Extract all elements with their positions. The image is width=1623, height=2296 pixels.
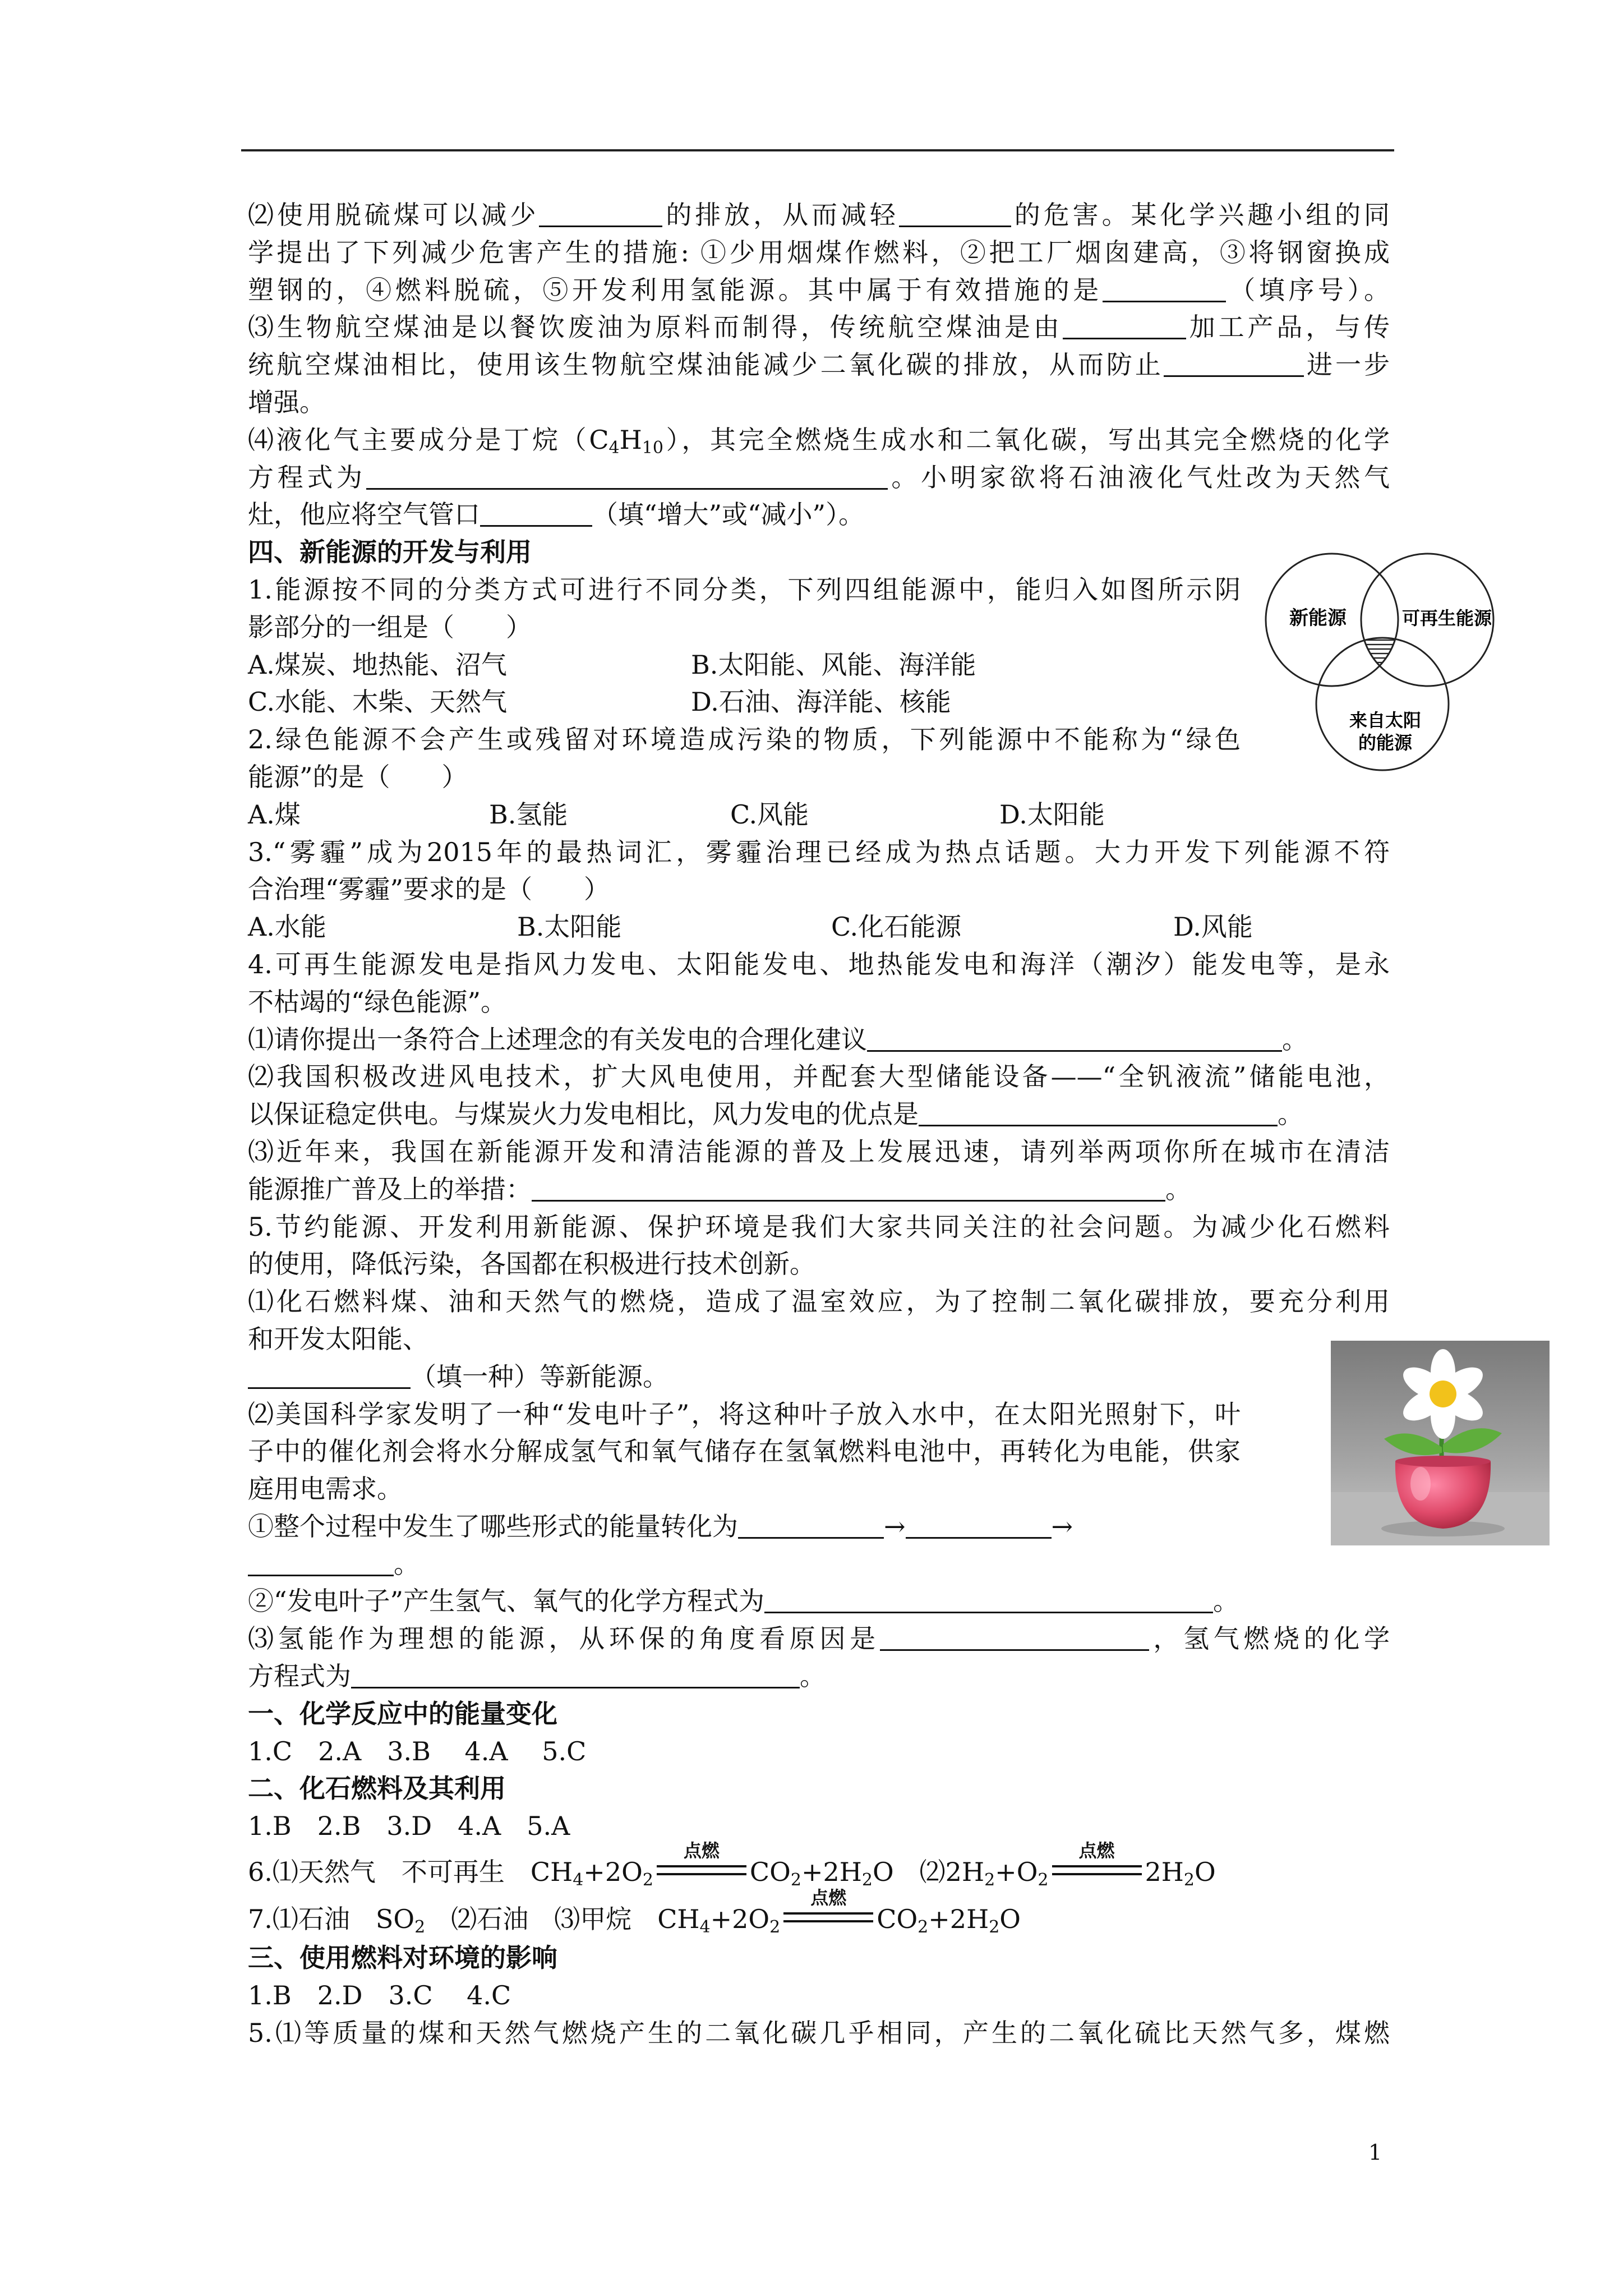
text-run: 增强。: [248, 386, 325, 417]
text-line: [248, 1058, 1390, 1096]
answer-blank: [366, 466, 888, 490]
subscript: 4: [608, 438, 620, 458]
subscript: 2: [1183, 1870, 1195, 1890]
text-run: 统航空煤油相比，使用该生物航空煤油能减少二氧化碳的排放，从而防止: [248, 349, 1164, 380]
answer-blank: [880, 1627, 1149, 1651]
text-run: 。: [1165, 1174, 1191, 1204]
text-run: D.风能: [1173, 912, 1253, 942]
answer-blank: [1063, 315, 1186, 339]
subscript: 2: [790, 1870, 801, 1890]
venn-label-left: 新能源: [1289, 607, 1347, 629]
venn-label-right: 可再生能源: [1401, 608, 1492, 629]
text-run: ⑷液化气主要成分是丁烷（C: [248, 424, 609, 455]
text-run: 。: [1278, 1099, 1303, 1130]
text-line: [248, 1396, 1241, 1433]
reaction-condition: 点燃: [810, 1887, 847, 1909]
subscript: 2: [984, 1870, 995, 1890]
text-line: [248, 683, 1390, 721]
text-run: 。: [1282, 1024, 1308, 1055]
text-line: [248, 871, 1390, 908]
text-run: 6.⑴天然气 不可再生 CH: [248, 1857, 573, 1888]
subscript: 2: [769, 1917, 781, 1938]
text-run: ⑵石油 ⑶甲烷 CH: [425, 1904, 700, 1935]
text-run: D.太阳能: [999, 799, 1105, 830]
text-line: [248, 908, 1390, 946]
text-run: C.风能: [730, 799, 809, 830]
text-run: ⑴请你提出一条符合上述理念的有关发电的合理化建议: [248, 1024, 867, 1055]
text-run: A.煤: [248, 799, 301, 830]
text-run: C.化石能源: [831, 912, 962, 942]
text-run: CO: [877, 1904, 918, 1935]
text-run: H: [619, 424, 642, 455]
text-run: 加工产品，与传: [1186, 312, 1390, 343]
text-line: [248, 384, 1390, 421]
text-line: [248, 1508, 1390, 1545]
text-line: [248, 983, 1390, 1021]
text-run: 四、新能源的开发与利用: [248, 537, 532, 568]
text-line: [248, 421, 1390, 459]
text-run: 灶，他应将空气管口: [248, 499, 480, 530]
text-line: [248, 309, 1390, 346]
text-line: [248, 571, 1241, 609]
text-run: ⑵我国积极改进风电技术，扩大风电使用，并配套大型储能设备——“全钒液流”储能电池，: [248, 1061, 1390, 1092]
answer-blank: [1103, 278, 1226, 302]
text-run: 1.B 2.D 3.C 4.C: [248, 1980, 511, 2010]
text-run: +O: [995, 1857, 1038, 1888]
text-line: [248, 1620, 1390, 1658]
text-run: 三、使用燃料对环境的影响: [248, 1943, 557, 1973]
subscript: 2: [1038, 1870, 1049, 1890]
subscript: 2: [861, 1870, 873, 1890]
text-run: ），其完全燃烧生成水和二氧化碳，写出其完全燃烧的化学: [663, 424, 1390, 455]
text-run: 能源”的是（ ）: [248, 761, 468, 792]
text-run: O: [1195, 1857, 1216, 1888]
text-run: ②“发电叶子”产生氢气、氧气的化学方程式为: [248, 1586, 765, 1617]
answer-blank: [738, 1515, 884, 1539]
equals-bar: [1052, 1865, 1142, 1867]
text-line: [248, 946, 1390, 983]
page-number: 1: [1368, 2140, 1382, 2165]
section-heading: [248, 533, 1390, 571]
text-line: [248, 1021, 1390, 1059]
reaction-condition-sign: [783, 1887, 873, 1928]
text-run: +2O: [710, 1904, 770, 1935]
text-run: ⑵使用脱硫煤可以减少: [248, 200, 540, 230]
equals-bar: [657, 1873, 746, 1875]
text-run: →: [884, 1511, 906, 1542]
text-line: [248, 1133, 1390, 1171]
text-line: [248, 2014, 1390, 2052]
reaction-condition-sign: [1052, 1840, 1142, 1881]
text-run: 。: [800, 1661, 826, 1692]
answer-blank: [867, 1028, 1282, 1052]
text-run: 1.B 2.B 3.D 4.A 5.A: [248, 1811, 570, 1842]
text-line: [248, 834, 1390, 871]
text-run: 2.绿色能源不会产生或残留对环境造成污染的物质，下列能源中不能称为“绿色: [248, 724, 1241, 755]
answer-blank: [1164, 353, 1304, 377]
text-run: 合治理“雾霾”要求的是（ ）: [248, 874, 610, 905]
section-heading: [248, 1770, 1390, 1807]
answer-blank: [899, 203, 1011, 227]
text-run: 5.节约能源、开发利用新能源、保护环境是我们大家共同关注的社会问题。为减少化石燃料: [248, 1211, 1390, 1242]
text-line: [248, 1433, 1241, 1470]
section-heading: [248, 1695, 1390, 1733]
answer-blank: [248, 1552, 394, 1576]
equals-bar: [1052, 1873, 1142, 1875]
text-line: [248, 1171, 1390, 1208]
venn-diagram: [1265, 553, 1545, 771]
text-line: [248, 1208, 1390, 1246]
text-line: [248, 758, 1390, 796]
reaction-condition: 点燃: [683, 1840, 720, 1862]
text-run: +2H: [801, 1857, 862, 1888]
text-run: ⑴化石燃料煤、油和天然气的燃烧，造成了温室效应，为了控制二氧化碳排放，要充分利用: [248, 1286, 1390, 1317]
answer-blank: [480, 503, 592, 527]
text-run: CO: [749, 1857, 791, 1888]
text-run: 庭用电需求。: [248, 1474, 403, 1504]
text-run: C.水能、木柴、天然气: [248, 687, 508, 717]
text-run: 二、化石燃料及其利用: [248, 1773, 506, 1804]
subscript: 2: [642, 1870, 653, 1890]
text-run: 塑钢的，④燃料脱硫，⑤开发利用氢能源。其中属于有效措施的是: [248, 274, 1103, 305]
text-run: 子中的催化剂会将水分解成氢气和氧气储存在氢氧燃料电池中，再转化为电能，供家: [248, 1436, 1241, 1467]
text-line: [248, 721, 1241, 758]
document-body: [248, 196, 1390, 2051]
text-line: [248, 1096, 1390, 1133]
text-line: [248, 1840, 1390, 1892]
text-run: 的危害。某化学兴趣小组的同: [1011, 200, 1390, 230]
text-line: [248, 1807, 1390, 1845]
text-line: [248, 1658, 1390, 1695]
text-line: [248, 1358, 1390, 1396]
text-line: [248, 1470, 1390, 1508]
text-run: 方程式为: [248, 1661, 351, 1692]
text-line: [248, 1320, 1390, 1358]
text-line: [248, 1887, 1390, 1939]
text-run: ⑶氢能作为理想的能源，从环保的角度看原因是: [248, 1623, 880, 1654]
text-line: [248, 1245, 1390, 1283]
text-line: [248, 196, 1390, 234]
text-run: 1.能源按不同的分类方式可进行不同分类，下列四组能源中，能归入如图所示阴: [248, 574, 1241, 605]
venn-label-bottom-1: 来自太阳: [1349, 710, 1422, 731]
text-run: （填一种）等新能源。: [411, 1361, 668, 1392]
text-run: B.氢能: [489, 799, 568, 830]
text-run: （填序号）。: [1225, 274, 1390, 305]
text-run: 。: [394, 1548, 419, 1579]
subscript: 2: [414, 1917, 426, 1938]
subscript: 4: [699, 1917, 711, 1938]
text-run: 和开发太阳能、: [248, 1323, 428, 1354]
text-run: 进一步: [1303, 349, 1390, 380]
text-run: 以保证稳定供电。与煤炭火力发电相比，风力发电的优点是: [248, 1099, 919, 1130]
text-run: 方程式为: [248, 462, 366, 493]
text-run: ⑶生物航空煤油是以餐饮废油为原料而制得，传统航空煤油是由: [248, 312, 1063, 343]
section-heading: [248, 1939, 1390, 1977]
text-run: →: [1051, 1511, 1073, 1542]
answer-blank: [919, 1102, 1278, 1126]
answer-blank: [351, 1664, 800, 1688]
text-line: [248, 609, 1390, 646]
text-run: ①整个过程中发生了哪些形式的能量转化为: [248, 1511, 738, 1542]
text-run: A.水能: [248, 912, 326, 942]
header-rule: [241, 149, 1394, 151]
text-run: 的排放，从而减轻: [662, 200, 899, 230]
text-run: 5.⑴等质量的煤和天然气燃烧产生的二氧化碳几乎相同，产生的二氧化硫比天然气多，煤燃: [248, 2017, 1390, 2048]
text-line: [248, 346, 1390, 384]
text-line: [248, 234, 1390, 272]
text-run: B.太阳能: [517, 912, 622, 942]
text-run: +2H: [928, 1904, 989, 1935]
reaction-condition: 点燃: [1078, 1840, 1115, 1862]
answer-blank: [532, 1177, 1165, 1202]
text-run: 能源推广普及上的举措：: [248, 1174, 532, 1204]
text-run: 3.“雾霾”成为2015年的最热词汇，雾霾治理已经成为热点话题。大力开发下列能源不符: [248, 836, 1390, 867]
equals-bar: [783, 1912, 873, 1915]
text-line: [248, 1733, 1390, 1770]
text-run: 4.可再生能源发电是指风力发电、太阳能发电、地热能发电和海洋（潮汐）能发电等，是永: [248, 949, 1390, 979]
text-run: 。小明家欲将石油液化气灶改为天然气: [887, 462, 1390, 493]
answer-blank: [248, 1365, 411, 1389]
text-line: [248, 272, 1390, 309]
solar-flower-photo: [1331, 1341, 1550, 1545]
text-line: [248, 1582, 1390, 1620]
text-line: [248, 496, 1390, 533]
venn-label-bottom-2: 的能源: [1358, 732, 1413, 753]
answer-blank: [764, 1589, 1213, 1613]
answer-blank: [906, 1515, 1052, 1539]
reaction-condition-sign: [657, 1840, 746, 1881]
text-line: [248, 646, 1390, 684]
text-line: [248, 459, 1390, 496]
text-line: [248, 796, 1390, 834]
text-line: [248, 1977, 1390, 2014]
text-run: 7.⑴石油 SO: [248, 1904, 415, 1935]
text-run: A.煤炭、地热能、沼气: [248, 649, 507, 680]
subscript: 2: [989, 1917, 1000, 1938]
text-line: [248, 1283, 1390, 1320]
equals-bar: [657, 1865, 746, 1867]
text-run: O: [999, 1904, 1021, 1935]
subscript: 10: [642, 438, 663, 458]
text-run: +2O: [583, 1857, 643, 1888]
text-run: 1.C 2.A 3.B 4.A 5.C: [248, 1736, 587, 1766]
subscript: 2: [917, 1917, 929, 1938]
text-run: 影部分的一组是（ ）: [248, 611, 532, 642]
text-run: 的使用，降低污染，各国都在积极进行技术创新。: [248, 1249, 815, 1280]
text-run: B.太阳能、风能、海洋能: [691, 649, 976, 680]
text-run: ⑶近年来，我国在新能源开发和清洁能源的普及上发展迅速，请列举两项你所在城市在清洁: [248, 1136, 1390, 1167]
text-run: ，氢气燃烧的化学: [1149, 1623, 1390, 1654]
text-line: [248, 1545, 1390, 1583]
equals-bar: [783, 1920, 873, 1922]
text-run: （填“增大”或“减小”）。: [592, 499, 865, 530]
text-run: O ⑵2H: [872, 1857, 985, 1888]
text-run: 学提出了下列减少危害产生的措施: ①少用烟煤作燃料，②把工厂烟囱建高，③将钢窗换成: [248, 237, 1390, 268]
text-run: 2H: [1145, 1857, 1184, 1888]
answer-blank: [539, 203, 662, 227]
text-run: 不枯竭的“绿色能源”。: [248, 986, 507, 1017]
text-run: D.石油、海洋能、核能: [691, 687, 951, 717]
text-run: ⑵美国科学家发明了一种“发电叶子”，将这种叶子放入水中，在太阳光照射下，叶: [248, 1398, 1241, 1429]
subscript: 4: [573, 1870, 584, 1890]
text-run: 。: [1213, 1586, 1239, 1617]
text-run: 一、化学反应中的能量变化: [248, 1698, 557, 1729]
